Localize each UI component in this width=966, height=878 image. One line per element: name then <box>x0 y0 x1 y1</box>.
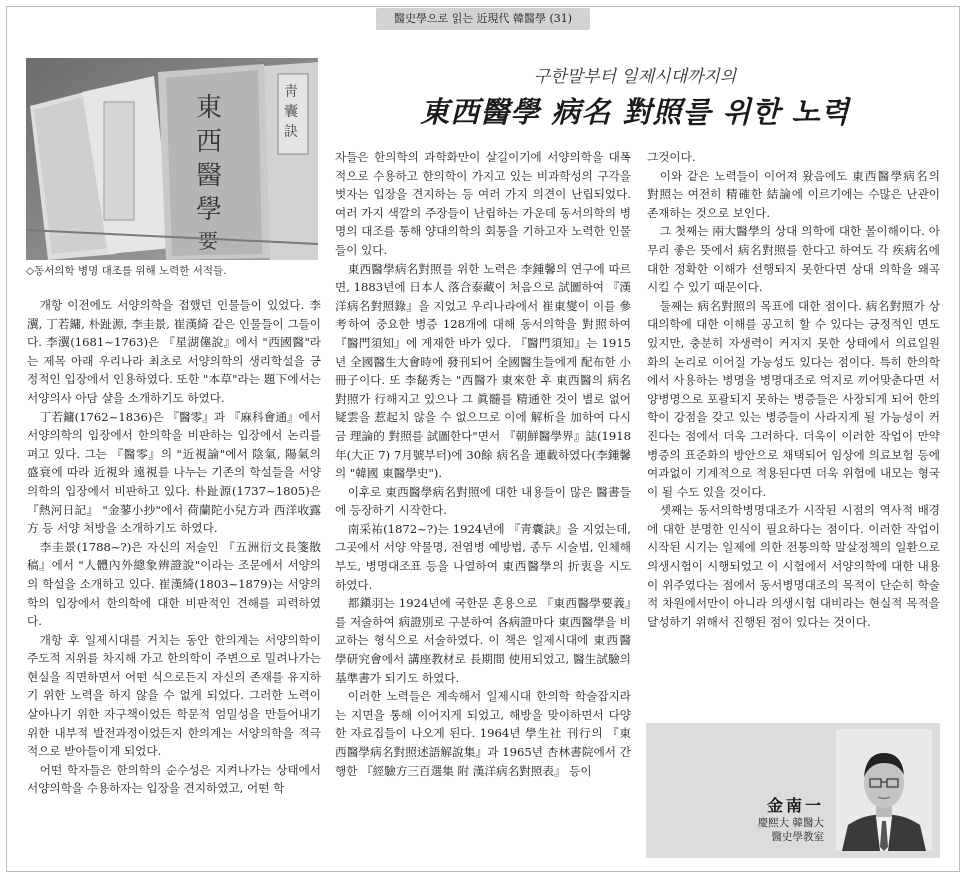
paragraph: 東西醫學病名對照를 위한 노력은 李鍾馨의 연구에 따르면, 1883년에 日本人 落合泰藏이 처음으로 試圖하여 『漢洋病名對照錄』을 지었고 우리나라에서 崔東燮이 이를 參考하여 중요한 병증 128개에 대해 동서의학을 對照하여 『醫門須知』에 게재한 바가 있다. 『醫門須知』는 1915년 全國醫生大會時에 發刊되어 全國醫生들에게 配布한 小冊子이다. 또 李馝秀는 "西醫가 東來한 후 東西醫의 病名 對照가 行해지고 있으나 그 眞髓를 精通한 것이 별로 없어 疑雲을 惹起치 않을 수 없으므로 이에 解析을 加하여 다시금 理論的 對照를 試圖한다"면서 『朝鮮醫學界』誌(1918年(大正 7) 7月號부터)에 30餘 病名을 連載하였다(李鍾馨의 "韓國 東醫學史"). <box>335 261 631 481</box>
paragraph: 이와 같은 노력들이 이어져 왔음에도 東西醫學病名의 對照는 여전히 精確한 結論에 이르기에는 수많은 난관이 존재하는 것으로 보인다. <box>647 168 940 220</box>
svg-text:西: 西 <box>196 127 223 157</box>
paragraph: 그것이다. <box>647 150 696 164</box>
paragraph: 그 첫째는 兩大醫學의 상대 의학에 대한 몰이해이다. 아무리 좋은 뜻에서 病名對照를 한다고 하여도 각 疾病名에 대한 정확한 이해가 선행되지 못한다면 상대 의학을 왜곡시킬 수 있기 때문이다. <box>647 224 940 295</box>
article-subtitle: 구한말부터 일제시대까지의 <box>533 67 737 87</box>
svg-text:醫: 醫 <box>196 161 223 191</box>
column-1 <box>27 296 321 798</box>
affiliation-line: 醫史學教室 <box>771 831 824 843</box>
books-photo <box>26 58 318 260</box>
column-2 <box>335 148 631 780</box>
paragraph: 南采祐(1872~?)는 1924년에 『靑囊訣』을 지었는데, 그곳에서 서양 약물명, 전염병 예방법, 종두 시술법, 인체해부도, 병명대조표 등을 나열하여 東西醫學의 折衷을 시도하였다. <box>335 521 631 592</box>
svg-text:要: 要 <box>198 229 218 253</box>
paragraph: 이후로 東西醫學病名對照에 대한 내용들이 많은 醫書들에 등장하기 시작한다. <box>335 484 631 518</box>
author-portrait <box>836 729 932 851</box>
paragraph: 개항 이전에도 서양의학을 접했던 인물들이 있었다. 李瀷, 丁若鏞, 朴趾源, 李圭景, 崔漢綺 같은 인물들이 그들이다. 李瀷(1681~1763)은 『星湖僿說』에서 "西國醫"라는 제목 아래 우리나라 최초로 서양의학의 생리학설을 긍정적인 입장에서 인용하였다. 또한 "本草"라는 題下에서는 서양의사 아담 샬을 소개하기도 하였다. <box>27 298 321 405</box>
article-title: 東西醫學 病名 對照를 위한 노력 <box>420 95 850 129</box>
svg-text:學: 學 <box>196 195 223 225</box>
paragraph: 都鎭羽는 1924년에 국한문 혼용으로 『東西醫學要義』를 저술하여 病證別로 구분하여 各病證마다 東西醫學을 비교하는 형식으로 서술하였다. 이 책은 일제시대에 東西醫學研究會에서 講座教材로 長期間 使用되었고, 醫生試驗의 基準書가 되기도 하였다. <box>335 596 631 685</box>
svg-text:東: 東 <box>196 93 223 123</box>
paragraph: 丁若鏞(1762~1836)은 『醫零』과 『麻科會通』에서 서양의학의 입장에서 한의학을 비판하는 입장에서 논리를 펴고 있다. 그는 『醫零』의 "近視論"에서 陰氣, 陽氣의 盛衰에 따라 近視와 遠視를 나누는 기존의 학설들을 서양의학의 입장에서 비판하고 있다. 朴趾源(1737~1805)은 『熱河日記』 "金蓼小抄"에서 荷蘭陀小兒方과 西洋收露方 등 서양 처방을 소개하기도 하였다. <box>27 409 321 536</box>
column-3 <box>647 148 940 631</box>
svg-text:訣: 訣 <box>284 124 298 140</box>
author-name: 金南一 <box>766 796 824 815</box>
paragraph: 셋째는 동서의학병명대조가 시작된 시점의 역사적 배경에 대한 분명한 인식이 필요하다는 점이다. 이러한 작업이 시작된 시기는 일제에 의한 전통의학 말살정책의 일환으로 의생시험이 시행되었고 이 시험에서 서양의학에 대한 내용이 위주였다는 점에서 동서병명대조의 목적이 단순히 학술적 차원에서만이 아니라 의생시험 대비라는 현실적 목적을 달성하기 위해서 진행된 점이 있다는 것이다. <box>647 503 940 629</box>
paragraph: 개항 후 일제시대를 거치는 동안 한의계는 서양의학이 주도적 지위를 차지해 가고 한의학이 주변으로 밀려나가는 현실을 직면하면서 어떤 식으로든지 자신의 존재를 유지하기 위한 노력을 하지 않을 수 없게 되었다. 그러한 노력이 살아나기 위한 자구책이었든 학문적 엄밀성을 만들어내기 위한 내부적 발전과정이었든지 한의계는 서양의학을 적극적으로 받아들이게 되었다. <box>27 632 321 759</box>
paragraph: 이러한 노력들은 계속해서 일제시대 한의학 학술잡지라는 지면을 통해 이어지게 되었고, 해방을 맞이하면서 다양한 자료집들이 나오게 된다. 1964년 學生社 刊行의 『東西醫學病名對照述語解說集』과 1965년 杏林書院에서 간행한 『經驗方三百選集 附 漢洋病名對照表』 등이 <box>335 689 631 778</box>
paragraph: 李圭景(1788~?)은 자신의 저술인 『五洲衍文長箋散稿』에서 "人體內外總象辨證說"이라는 조문에서 서양의의 학설을 소개하고 있다. 崔漢綺(1803~1879)는 서양의학의 입장에서 한의학에 대한 비판적인 견해를 피력하였다. <box>27 539 321 629</box>
paragraph: 어떤 학자들은 한의학의 순수성은 지켜나가는 상태에서 서양의학을 수용하자는 입장을 견지하였고, 어떤 학 <box>27 762 321 796</box>
paragraph: 자들은 한의학의 과학화만이 살길이기에 서양의학을 대폭적으로 수용하고 한의학이 가지고 있는 비과학성의 구각을 벗자는 입장을 견지하는 등 여러 가지 의견이 난립되었다. 여러 가지 색깔의 주장들이 난립하는 가운데 동서의학의 병명의 대조를 통해 양대의학의 회통을 기하고자 노력한 인물들이 있다. <box>335 150 631 257</box>
svg-text:靑: 靑 <box>284 84 298 100</box>
paragraph: 둘째는 病名對照의 목표에 대한 점이다. 病名對照가 상대의학에 대한 이해를 공고히 할 수 있다는 긍정적인 면도 있지만, 충분히 자생력이 커지지 못한 상태에서 의료일원화의 논리로 이어질 가능성도 있다는 점이다. 특히 한의학에서 사용하는 병명을 병명대조로 억지로 끼어맞춘다면 서양병명으로 포괄되지 못하는 병증들은 사장되게 되어 한의학이 강점을 갖고 있는 병증들이 사라지게 될 가능성이 커진다는 점에서 더욱 그러하다. 더욱이 이러한 작업이 만약 병증의 표준화의 방안으로 채택되어 임상에 의료보험 등에 여과없이 기계적으로 적용된다면 더욱 위험에 내모는 형국이 될 수도 있을 것이다. <box>647 298 940 499</box>
affiliation-line: 慶熙大 韓醫大 <box>757 817 824 829</box>
author-box <box>646 723 940 858</box>
author-affiliation <box>758 816 824 844</box>
svg-text:囊: 囊 <box>284 104 298 120</box>
photo-caption: ◇동서의학 병명 대조를 위해 노력한 서적들. <box>26 265 227 277</box>
series-title: 醫史學으로 읽는 近現代 韓醫學 (31) <box>376 8 590 30</box>
